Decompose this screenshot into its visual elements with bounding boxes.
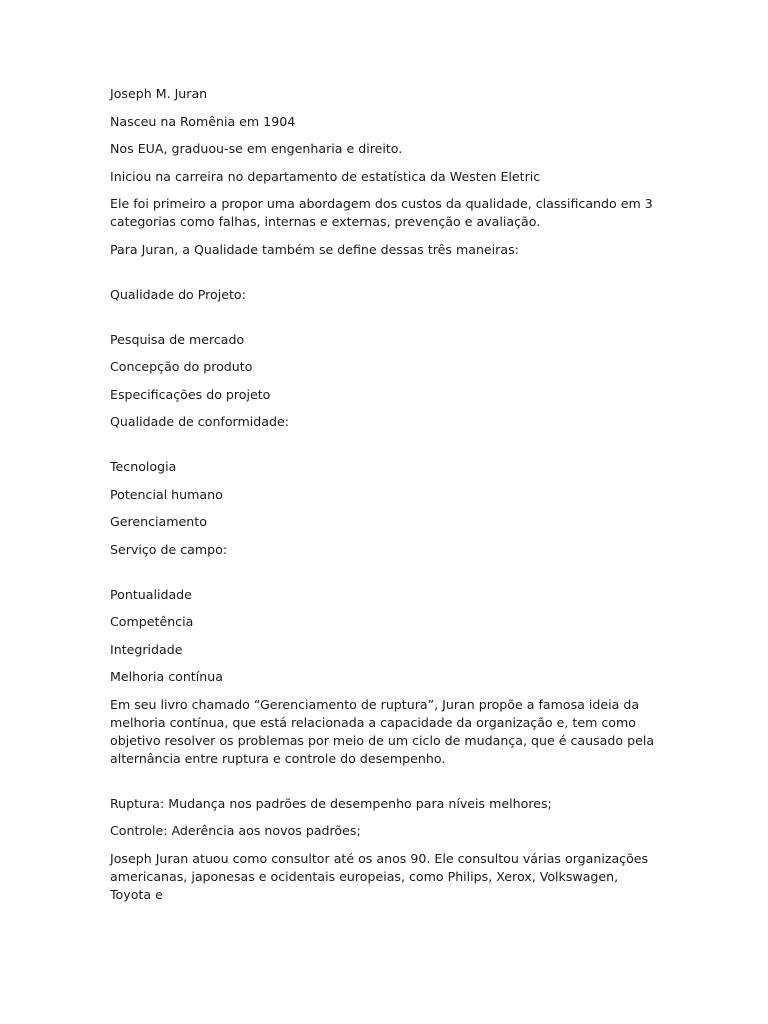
field-item: Pontualidade — [110, 586, 192, 602]
control-definition: Controle: Aderência aos novos padrões; — [110, 823, 361, 838]
rupture-definition: Ruptura: Mudança nos padrões de desempenho para níveis melhores; — [110, 795, 552, 811]
conformity-item: Potencial humano — [110, 486, 223, 502]
project-item: Especificações do projeto — [110, 386, 271, 402]
rupture-paragraph: Em seu livro chamado “Gerenciamento de ruptura”, Juran propõe a famosa ideia da melhoria contínua, que está relacionada a capacidade da organização e, tem como objetivo resolver os problemas por meio de um ciclo de mudança, que é causado pela alternância entre ruptura e controle do desempenho. — [110, 696, 655, 766]
field-item: Integridade — [110, 641, 183, 657]
project-quality-heading: Qualidade do Projeto: — [110, 286, 246, 302]
career-line: Iniciou na carreira no departamento de estatística da Westen Eletric — [110, 168, 541, 184]
project-item: Pesquisa de mercado — [110, 331, 245, 347]
conformity-item: Gerenciamento — [110, 514, 207, 529]
document-body — [110, 85, 655, 913]
birth-line: Nasceu na Romênia em 1904 — [110, 113, 296, 129]
education-line: Nos EUA, graduou-se em engenharia e direito. — [110, 141, 403, 156]
document-title: Joseph M. Juran — [110, 86, 208, 101]
quality-intro: Para Juran, a Qualidade também se define dessas três maneiras: — [110, 241, 519, 257]
conformity-quality-heading: Qualidade de conformidade: — [110, 414, 289, 429]
costs-paragraph: Ele foi primeiro a propor uma abordagem dos custos da qualidade, classificando em 3 categorias como falhas, internas e externas, prevenção e avaliação. — [110, 196, 653, 229]
field-service-heading: Serviço de campo: — [110, 541, 228, 557]
field-item: Melhoria contínua — [110, 669, 223, 684]
field-item: Competência — [110, 614, 194, 629]
conformity-item: Tecnologia — [110, 459, 177, 474]
project-item: Concepção do produto — [110, 359, 253, 374]
consultant-paragraph: Joseph Juran atuou como consultor até os anos 90. Ele consultou várias organizações americanas, japonesas e ocidentais europeias, como Philips, Xerox, Volkswagen, Toyota e — [110, 850, 649, 902]
